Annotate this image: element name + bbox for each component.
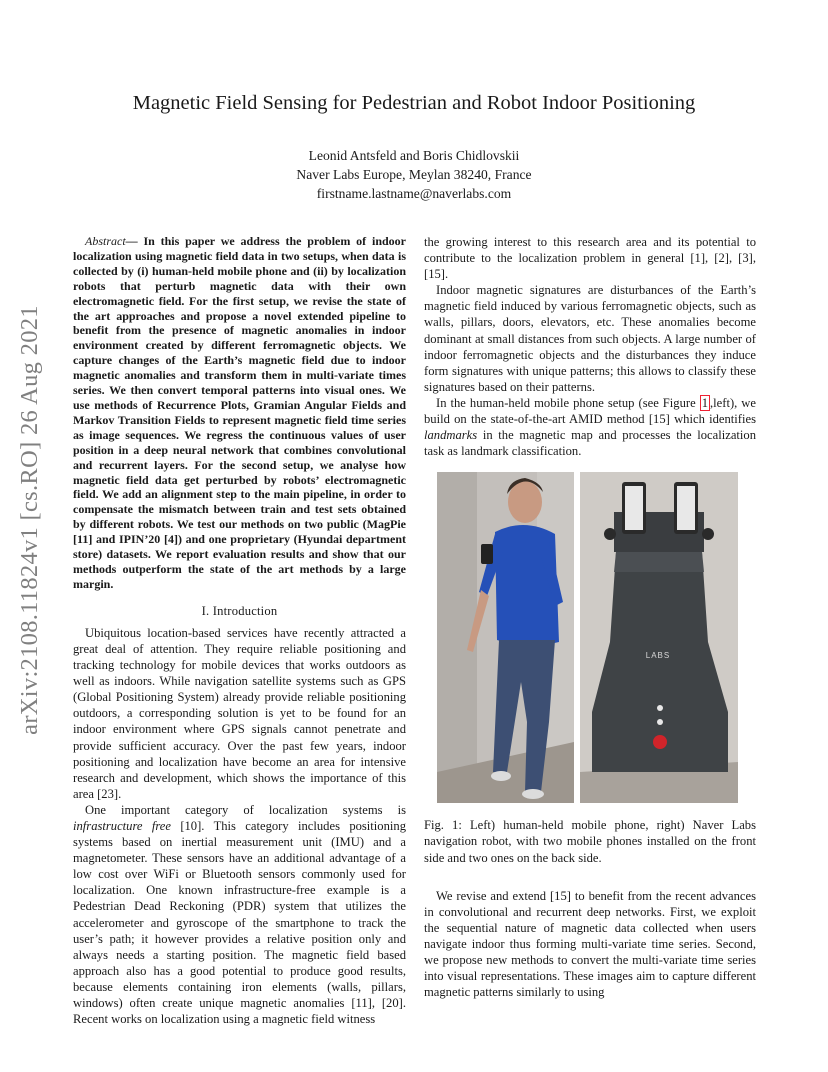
- abstract-dash: —: [125, 234, 144, 248]
- right-paragraph-2: Indoor magnetic signatures are disturbances of the Earth’s magnetic field induced by various ferromagnetic objects, such as walls, pillars, doors, elevators, etc. These anomalies become dominant at small distances from such objects. A large number of indoor ferromagnetic objects and the disturbances they induce form signatures with unique patterns; this allows to classify these signatures based on their patterns.: [424, 283, 756, 394]
- right-paragraph-4: We revise and extend [15] to benefit from the recent advances in convolutional and recurrent deep networks. First, we exploit the sequential nature of magnetic data collected when users navigate indoor thus forming multi-variate time series. Second, we propose new methods to convert the multi-variate time series into visual representations. These images aim to capture different magnetic patterns similarly to using: [424, 888, 756, 1000]
- right-p3-italic: landmarks: [424, 428, 478, 443]
- intro-p2-rest: [10]. This category includes positioning systems based on inertial measurement unit (IMU) and a magnetometer. These sensors have an additional advantage of a low cost over WiFi or Bluetooth sensors commonly used for localization. One known infrastructure-free example is a Pedestrian Dead Reckoning (PDR) system that utilizes the accelerometer and gyroscope of the smartphone to track the user’s path; it however provides a relative position only and always needs a starting position. The magnetic field based approach also has a good potential to produce good results, because elements containing iron elements (walls, pillars, windows) often create unique magnetic anomalies [11], [20]. Recent works on localization using a magnetic field witness: [73, 818, 406, 1027]
- robot-logo-text: LABS: [645, 651, 671, 661]
- author-affiliation: Naver Labs Europe, Meylan 38240, France: [296, 167, 532, 182]
- paper-title: Magnetic Field Sensing for Pedestrian and Robot Indoor Positioning: [132, 92, 696, 114]
- figure-reference-link[interactable]: 1: [701, 395, 709, 410]
- section-heading-introduction: I. Introduction: [201, 603, 278, 618]
- photo-pedestrian: [437, 472, 574, 803]
- author-names: Leonid Antsfeld and Boris Chidlovskii: [308, 148, 520, 163]
- intro-p2-italic: infrastructure free: [73, 818, 171, 833]
- figure-caption: Fig. 1: Left) human-held mobile phone, right) Naver Labs navigation robot, with two mobile phones installed on the front side and two ones on the back side.: [424, 818, 756, 865]
- right-paragraph-3: [424, 395, 756, 459]
- right-column: [424, 234, 756, 1000]
- right-p3-c: in the magnetic map and processes the localization task as landmark classification.: [424, 428, 756, 459]
- robot-illustration: [580, 472, 738, 803]
- photo-robot: [580, 472, 738, 803]
- author-email: firstname.lastname@naverlabs.com: [316, 186, 512, 201]
- pedestrian-illustration: [437, 472, 574, 803]
- arxiv-identifier: [10, 280, 50, 760]
- abstract-label: Abstract: [85, 234, 126, 248]
- abstract-text: In this paper we address the problem of indoor localization using magnetic field data in two setups, when data is collected by (i) human-held mobile phone and (ii) by localization robots that perturb magnetic data with their own electromagnetic field. For the first setup, we revise the state of the art approaches and propose a novel extended pipeline to benefit from the presence of magnetic anomalies in indoor environment created by different ferromagnetic objects. We capture changes of the Earth’s magnetic field due to indoor magnetic anomalies and transform them in multi-variate times series. We then convert temporal patterns into visual ones. We use methods of Recurrence Plots, Gramian Angular Fields and Markov Transition Fields to represent magnetic field time series as image sequences. We regress the continuous values of user position in a deep neural network that combines convolutional and recurrent layers. For the second setup, we analyse how magnetic field data get perturbed by robots’ electromagnetic field. We add an alignment step to the main pipeline, in order to compensate the mismatch between train and test sets obtained by different robots. We test our methods on two public (MagPie [11] and IPIN’20 [4]) and one proprietary (Hyundai department store) datasets. We report evaluation results and show that our methods outperform the state of the art methods by a large margin.: [73, 234, 406, 591]
- right-paragraph-1: the growing interest to this research area and its potential to contribute to the localization problem in general [1], [2], [3], [15].: [424, 235, 756, 282]
- right-p3-a: In the human-held mobile phone setup (see Figure: [436, 395, 700, 410]
- author-block: [0, 146, 828, 203]
- abstract: [73, 234, 406, 592]
- intro-paragraph-2: [73, 802, 406, 1027]
- intro-p2-start: One important category of localization systems is: [85, 802, 406, 817]
- figure-1: [424, 472, 756, 803]
- right-p3-b: ,left), we build on the state-of-the-art AMID method [15] which identifies: [424, 395, 756, 427]
- arxiv-identifier-text: arXiv:2108.11824v1 [cs.RO] 26 Aug 2021: [16, 305, 43, 735]
- intro-paragraph-1: Ubiquitous location-based services have recently attracted a great deal of attention. They require reliable positioning and tracking technology for mobile devices that works outdoors as well as indoors. While navigation satellite systems such as GPS (Global Positioning System) already provide reliable positioning outdoors, a corresponding solution is yet to be found for an indoor environment where GPS signals cannot penetrate and provide sufficient accuracy. Over the past few years, indoor positioning and localization have become an area for intensive research and development, which shows the importance of this area [23].: [73, 625, 406, 801]
- left-column: [73, 234, 406, 1027]
